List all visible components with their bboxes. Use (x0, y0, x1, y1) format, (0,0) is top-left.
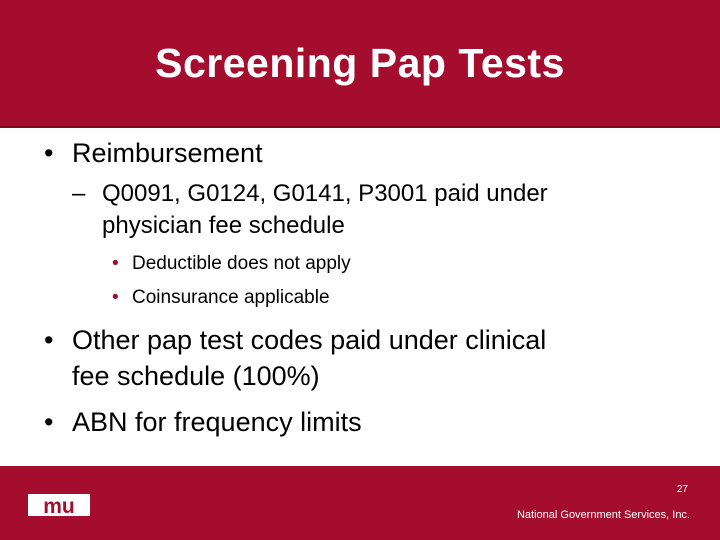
bullet-abn: ABN for frequency limits (72, 407, 362, 437)
sub-sub-bullet-coinsurance: Coinsurance applicable (132, 287, 330, 308)
sub-sub-bullet-deductible: Deductible does not apply (132, 253, 351, 274)
footer-organization: National Government Services, Inc. (516, 509, 690, 521)
dash-marker: – (72, 180, 86, 207)
footer-bar (0, 466, 720, 540)
bullet-marker: • (44, 325, 54, 355)
bullet-marker: • (112, 287, 119, 308)
bullet-marker: • (112, 253, 119, 274)
sub-bullet-line-1: Q0091, G0124, G0141, P3001 paid under (102, 180, 548, 207)
bullet-reimbursement: Reimbursement (72, 138, 263, 168)
sub-bullet-line-2: physician fee schedule (102, 212, 345, 239)
logo-mark-text: mu (43, 495, 75, 518)
slide-title: Screening Pap Tests (155, 40, 565, 86)
bullet-other-codes-line-1: Other pap test codes paid under clinical (72, 325, 547, 355)
logo (28, 494, 90, 526)
page-number: 27 (676, 484, 688, 495)
bullet-marker: • (44, 407, 54, 437)
title-divider (0, 126, 720, 128)
bullet-marker: • (44, 138, 54, 168)
bullet-other-codes-line-2: fee schedule (100%) (72, 361, 320, 391)
